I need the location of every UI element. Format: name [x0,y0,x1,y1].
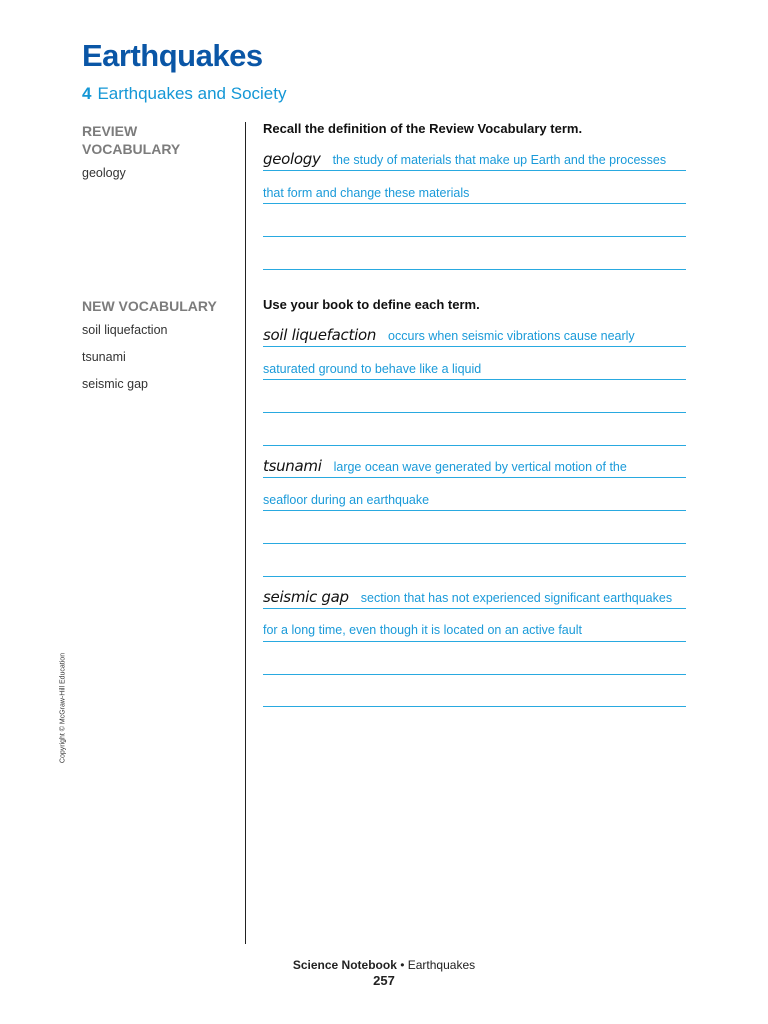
definition-text: the study of materials that make up Earth and the processes [332,153,667,167]
handwritten-term: seismic gap [263,588,349,606]
lesson-number: 4 [82,84,92,103]
definition-continuation: saturated ground to behave like a liquid [263,362,482,376]
definition-line [263,588,693,606]
review-instruction: Recall the definition of the Review Vocabulary term. [263,121,583,136]
definition-continuation: that form and change these materials [263,186,470,200]
footer-notebook: Science Notebook [292,958,397,972]
writing-line [263,203,686,204]
footer-separator: • [396,958,408,972]
footer-chapter: Earthquakes [407,958,476,972]
review-heading-line2: VOCABULARY [82,141,181,157]
page-number: 257 [373,973,395,988]
new-term-soil-liquefaction: soil liquefaction [82,323,168,337]
lesson-heading [82,84,286,104]
review-heading-line1: REVIEW [82,123,138,139]
handwritten-term: soil liquefaction [263,326,377,344]
definition-continuation: seafloor during an earthquake [263,493,430,507]
writing-line [263,477,686,478]
definition-line [263,326,693,344]
writing-line [263,543,686,544]
writing-line [263,445,686,446]
definition-text: occurs when seismic vibrations cause nearly [388,329,635,343]
writing-line [263,170,686,171]
handwritten-term: geology [263,150,321,168]
footer-label [0,958,768,972]
definition-line [263,150,693,168]
definition-text: section that has not experienced significant earthquakes [360,591,673,605]
copyright-notice: Copyright © McGraw-Hill Education [59,652,67,764]
new-term-seismic-gap: seismic gap [82,377,148,391]
writing-line [263,269,686,270]
writing-line [263,236,686,237]
writing-line [263,576,686,577]
page-title: Earthquakes [82,38,263,73]
handwritten-term: tsunami [263,457,322,475]
definition-continuation: for a long time, even though it is located on an active fault [263,623,582,637]
new-vocab-instruction: Use your book to define each term. [263,297,480,312]
new-vocabulary-heading: NEW VOCABULARY [82,298,217,314]
writing-line [263,346,686,347]
writing-line [263,510,686,511]
definition-line [263,457,693,475]
lesson-title: Earthquakes and Society [97,84,287,103]
writing-line [263,608,686,609]
new-term-tsunami: tsunami [82,350,126,364]
definition-text: large ocean wave generated by vertical motion of the [333,460,627,474]
writing-line [263,674,686,675]
column-divider [245,122,246,944]
writing-line [263,379,686,380]
review-term-geology: geology [82,166,126,180]
writing-line [263,641,686,642]
review-vocabulary-heading [82,122,232,158]
writing-line [263,412,686,413]
writing-line [263,706,686,707]
